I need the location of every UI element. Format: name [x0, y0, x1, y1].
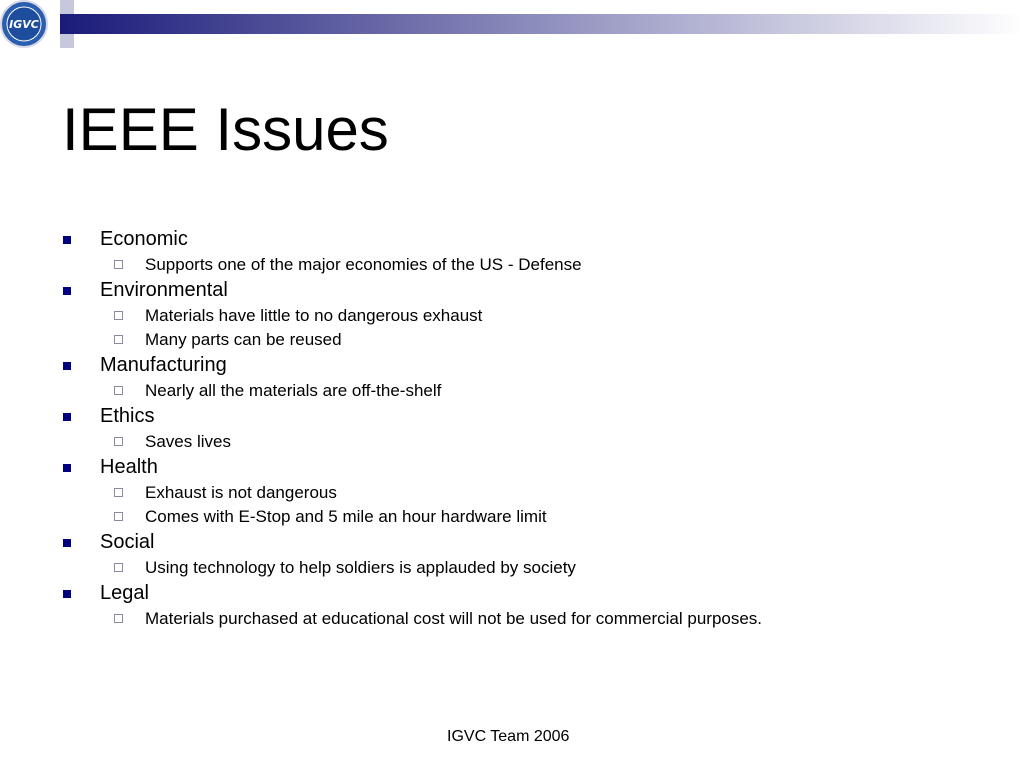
hollow-square-bullet-icon: [114, 260, 123, 269]
sub-bullet: [62, 330, 962, 350]
bullet-list: [62, 224, 962, 629]
bullet-heading: Health: [100, 456, 158, 478]
bullet-heading: Legal: [100, 582, 149, 604]
sub-bullet: [62, 558, 962, 578]
sub-bullet: [62, 255, 962, 275]
header-gradient-band: [0, 0, 1024, 48]
bullet-heading: Environmental: [100, 279, 228, 301]
square-bullet-icon: [63, 464, 71, 472]
hollow-square-bullet-icon: [114, 311, 123, 320]
sub-bullet-text: Materials have little to no dangerous exhaust: [145, 306, 483, 325]
bullet-heading: Economic: [100, 228, 188, 250]
square-bullet-icon: [63, 539, 71, 547]
hollow-square-bullet-icon: [114, 386, 123, 395]
sub-bullet: [62, 381, 962, 401]
bullet-social: [62, 530, 962, 554]
sub-bullet-text: Materials purchased at educational cost will not be used for commercial purposes.: [145, 609, 763, 628]
sub-bullet-text: Exhaust is not dangerous: [145, 483, 337, 502]
hollow-square-bullet-icon: [114, 335, 123, 344]
bullet-health: [62, 455, 962, 479]
sub-bullet: [62, 609, 962, 629]
slide-title: IEEE Issues: [62, 96, 389, 163]
sub-bullet: [62, 432, 962, 452]
sub-bullet-text: Supports one of the major economies of the US - Defense: [145, 255, 582, 274]
bullet-heading: Manufacturing: [100, 354, 227, 376]
sub-bullet-text: Many parts can be reused: [145, 330, 342, 349]
sub-bullet-text: Using technology to help soldiers is applauded by society: [145, 558, 576, 577]
hollow-square-bullet-icon: [114, 614, 123, 623]
hollow-square-bullet-icon: [114, 437, 123, 446]
square-bullet-icon: [63, 413, 71, 421]
square-bullet-icon: [63, 362, 71, 370]
slide-footer: IGVC Team 2006: [447, 728, 570, 745]
sub-bullet-text: Saves lives: [145, 432, 231, 451]
sub-bullet-text: Comes with E-Stop and 5 mile an hour hardware limit: [145, 507, 547, 526]
square-bullet-icon: [63, 287, 71, 295]
sub-bullet: [62, 483, 962, 503]
sub-bullet-text: Nearly all the materials are off-the-shelf: [145, 381, 442, 400]
bullet-legal: [62, 581, 962, 605]
square-bullet-icon: [63, 590, 71, 598]
bullet-heading: Ethics: [100, 405, 155, 427]
sub-bullet: [62, 306, 962, 326]
bullet-heading: Social: [100, 531, 155, 553]
bullet-ethics: [62, 404, 962, 428]
hollow-square-bullet-icon: [114, 512, 123, 521]
sub-bullet: [62, 507, 962, 527]
bullet-manufacturing: [62, 353, 962, 377]
bullet-environmental: [62, 278, 962, 302]
hollow-square-bullet-icon: [114, 488, 123, 497]
square-bullet-icon: [63, 236, 71, 244]
logo-text: IGVC: [9, 17, 39, 31]
bullet-economic: [62, 227, 962, 251]
igvc-logo: [0, 0, 48, 48]
hollow-square-bullet-icon: [114, 563, 123, 572]
